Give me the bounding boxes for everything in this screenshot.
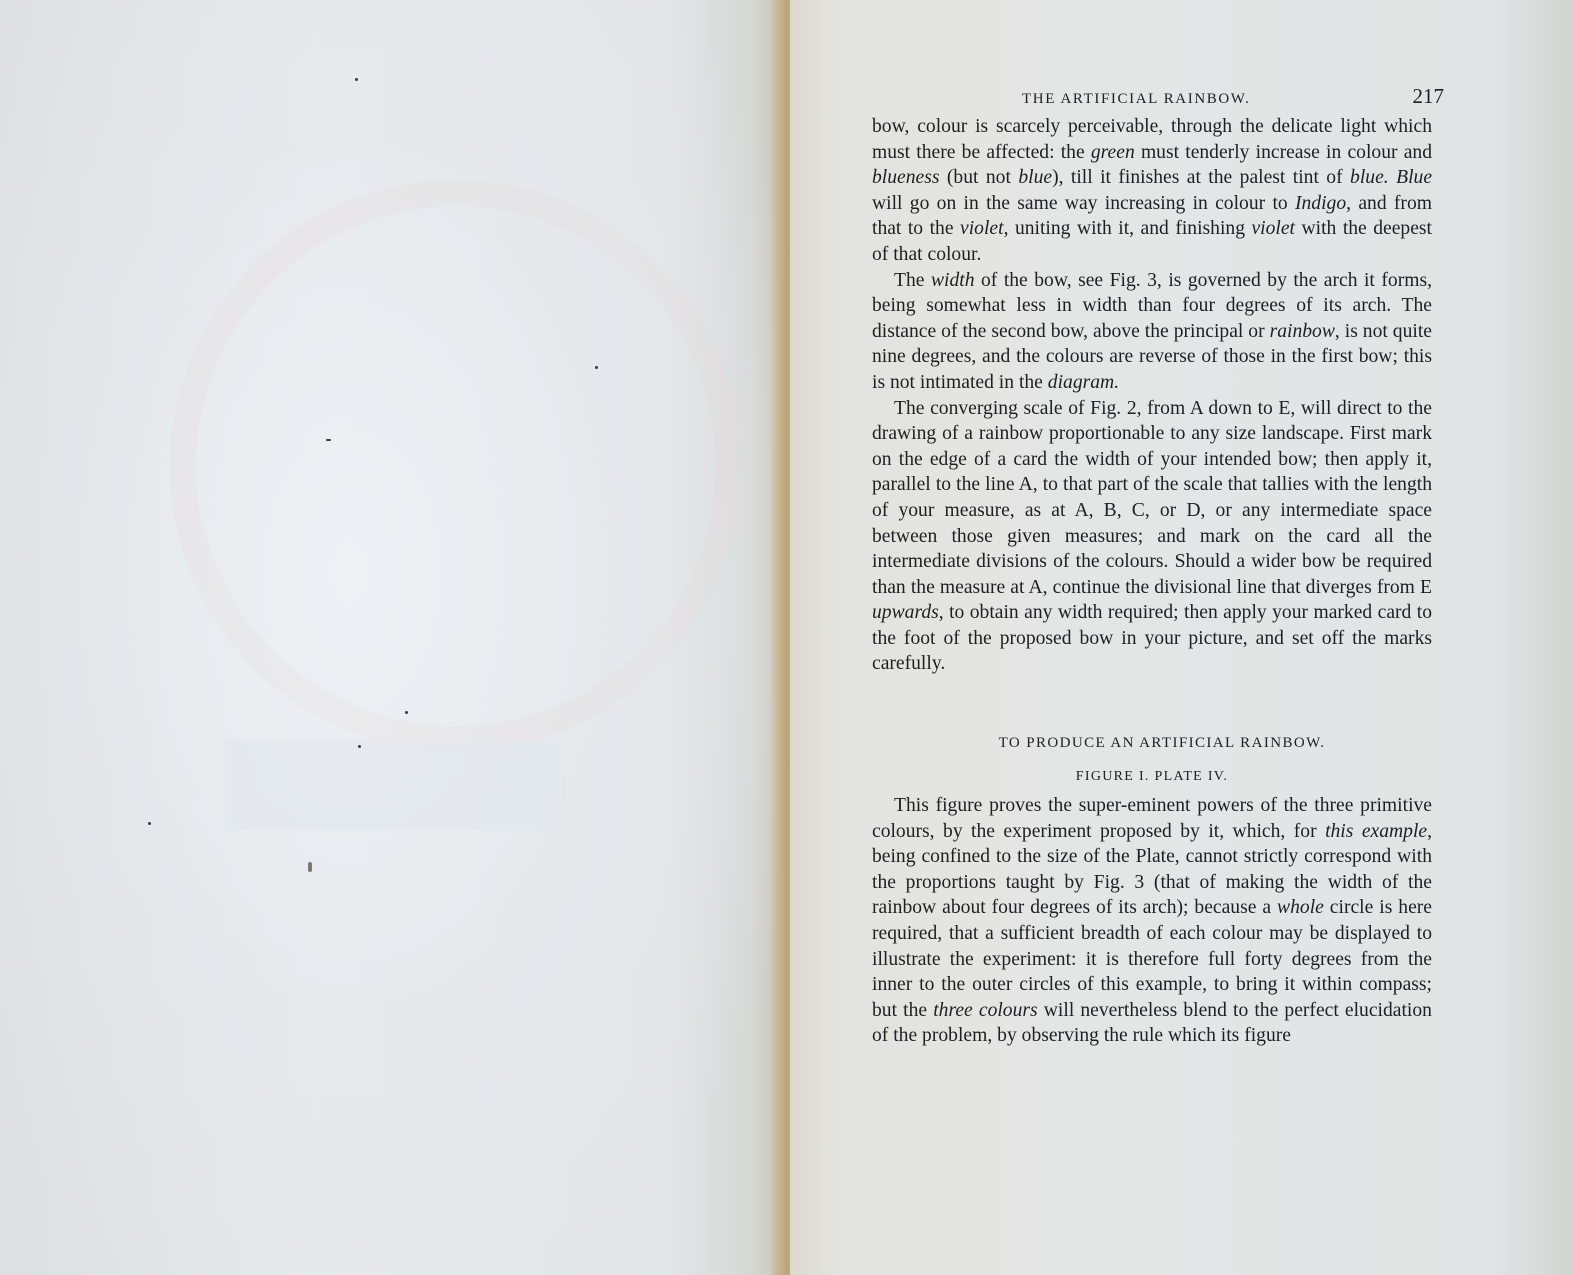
paragraph (872, 396, 1432, 678)
italic-text: blue. (1350, 167, 1389, 189)
italic-text: blue (1018, 167, 1053, 189)
text-run: will go on in the same way increasing in colour to (872, 192, 1295, 214)
text-run (1389, 167, 1396, 188)
show-through-band (225, 740, 565, 830)
italic-text: blueness (872, 167, 940, 189)
paper-speck (358, 745, 361, 748)
text-run: (but not (939, 167, 1019, 189)
text-run: will nevertheless blend to the perfect elucidation of the problem, by observing the rule which its figure (872, 999, 1432, 1047)
paper-speck (595, 366, 598, 369)
text-run: must tenderly increase in colour and (1134, 141, 1432, 163)
show-through-ring (170, 180, 742, 752)
right-page (790, 0, 1574, 1275)
text-run: This figure proves the super-eminent powers of the three primitive colours, by the experiment proposed by it, which, for (872, 795, 1432, 842)
section-subheading: FIGURE I. PLATE IV. (1075, 769, 1229, 785)
paper-speck (355, 78, 358, 81)
paragraph (872, 793, 1432, 1049)
text-run: ), till it finishes at the palest tint of (1052, 167, 1351, 189)
paragraph (872, 268, 1432, 396)
running-head-title: THE ARTIFICIAL RAINBOW. (1022, 91, 1251, 107)
italic-text: Blue (1396, 167, 1433, 189)
italic-text: whole (1277, 897, 1324, 919)
text-run: , and from that to the (872, 192, 1432, 240)
italic-text: this example (1325, 820, 1428, 842)
text-run: , to obtain any width required; then apply your marked card to the foot of the proposed bow in your picture, and set off the marks carefully. (872, 602, 1432, 675)
section-heading: TO PRODUCE AN ARTIFICIAL RAINBOW. (998, 735, 1326, 752)
text-run: with the deepest of that colour. (872, 218, 1432, 265)
text-run: circle is here required, that a sufficient breadth of each colour may be displayed to illustrate the experiment: it is therefore full forty degrees from the inner to the outer circles of this example, to bring it within compass; but the (872, 897, 1432, 1021)
text-run: , being confined to the size of the Plate, cannot strictly correspond with the proportions taught by Fig. 3 (that of making the width of the rainbow about four degrees of its arch); because a (872, 820, 1432, 919)
running-head (872, 84, 1444, 114)
paper-speck (326, 439, 331, 441)
text-run: of the bow, see Fig. 3, is governed by the arch it forms, being somewhat less in width than four degrees of its arch. The distance of the second bow, above the principal or (872, 269, 1432, 342)
page-number: 217 (1412, 84, 1444, 108)
paper-speck (405, 711, 408, 714)
text-run: , uniting with it, and finishing (1003, 218, 1252, 240)
italic-text: violet (960, 218, 1004, 240)
text-run: The converging scale of Fig. 2, from A down to E, will direct to the drawing of a rainbow proportionable to any size landscape. First mark on the edge of a card the width of your intended bow; then apply it, parallel to the line A, to that part of the scale that tallies with the length of your measure, as at A, B, C, or D, or any intermediate space between those given measures; and mark on the card all the intermediate divisions of the colours. Should a wider bow be required than the measure at A, continue the divisional line that diverges from E (872, 397, 1432, 598)
italic-text: upwards (872, 602, 939, 624)
text-run: bow, colour is scarcely perceivable, through the delicate light which must there be affected: the (872, 116, 1432, 163)
paper-speck (308, 862, 312, 872)
italic-text: three colours (933, 999, 1038, 1021)
italic-text: width (930, 269, 975, 291)
italic-text: Indigo (1294, 192, 1347, 214)
left-page-blank (0, 0, 782, 1275)
page-text (872, 84, 1444, 1049)
text-run: , is not quite nine degrees, and the colours are reverse of those in the first bow; this is not intimated in the (872, 320, 1432, 393)
italic-text: diagram. (1047, 371, 1120, 393)
italic-text: green (1090, 141, 1135, 163)
italic-text: violet (1251, 218, 1296, 240)
text-run: The (894, 269, 931, 291)
italic-text: rainbow (1269, 320, 1335, 342)
paper-speck (148, 822, 151, 825)
paragraph (872, 114, 1432, 268)
